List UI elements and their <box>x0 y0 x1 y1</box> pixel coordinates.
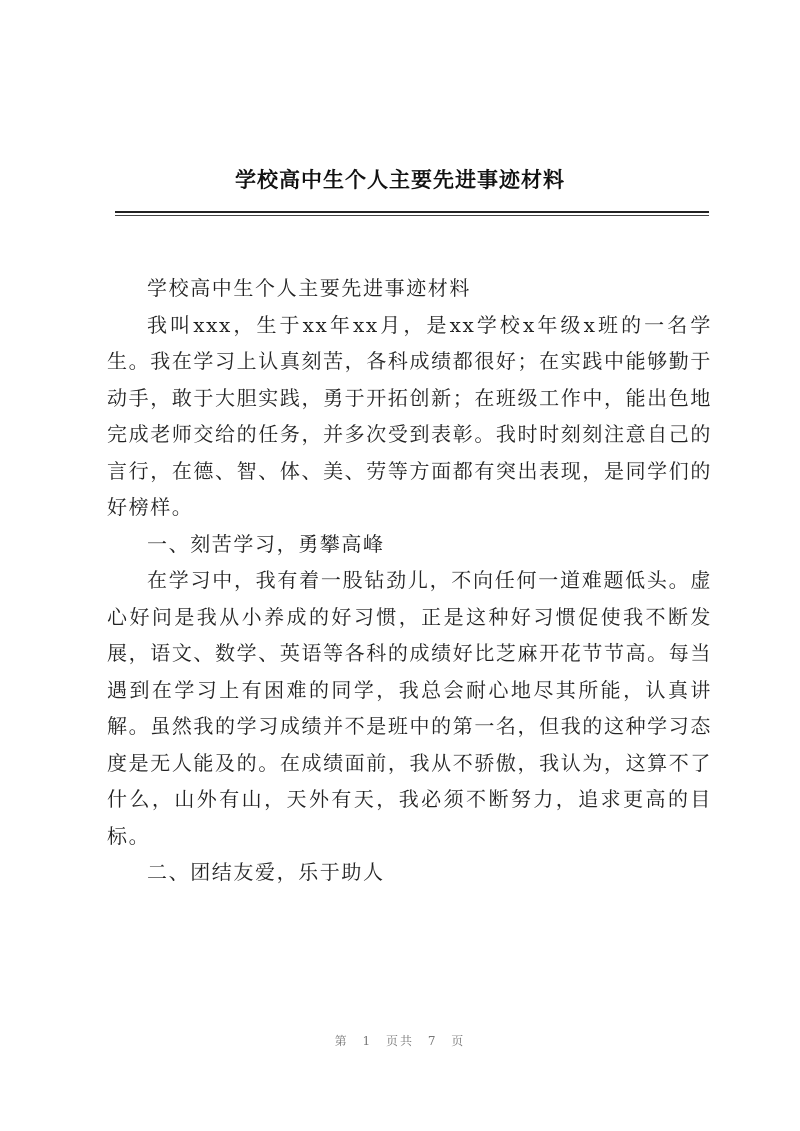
footer-suffix: 页 <box>451 1034 466 1048</box>
footer-prefix: 第 <box>334 1034 349 1048</box>
intro-paragraph: 我叫xxx，生于xx年xx月，是xx学校x年级x班的一名学生。我在学习上认真刻苦，各科成绩都很好；在实践中能够勤于动手，敢于大胆实践，勇于开拓创新；在班级工作中，能出色地完成老师交给的任务，并多次受到表彰。我时时刻刻注意自己的言行，在德、智、体、美、劳等方面都有突出表现，是同学们的好榜样。 <box>107 312 712 519</box>
title-divider-thick <box>115 211 709 213</box>
title-divider-thin <box>115 215 709 216</box>
page-footer <box>0 1032 800 1049</box>
footer-total-pages: 7 <box>427 1034 438 1048</box>
body-heading: 学校高中生个人主要先进事迹材料 <box>147 276 471 300</box>
footer-page-number: 1 <box>362 1034 373 1048</box>
section-paragraph-1: 在学习中，我有着一股钻劲儿，不向任何一道难题低头。虚心好问是我从小养成的好习惯，正是这种好习惯促使我不断发展，语文、数学、英语等各科的成绩好比芝麻开花节节高。每当遇到在学习上有困难的同学，我总会耐心地尽其所能，认真讲解。虽然我的学习成绩并不是班中的第一名，但我的这种学习态度是无人能及的。在成绩面前，我从不骄傲，我认为，这算不了什么，山外有山，天外有天，我必须不断努力，追求更高的目标。 <box>107 568 712 848</box>
section-heading-1: 一、刻苦学习，勇攀高峰 <box>147 531 385 556</box>
document-body <box>107 270 712 891</box>
footer-mid: 页共 <box>385 1034 414 1048</box>
section-heading-2: 二、团结友爱，乐于助人 <box>147 860 385 884</box>
document-title: 学校高中生个人主要先进事迹材料 <box>235 167 565 192</box>
